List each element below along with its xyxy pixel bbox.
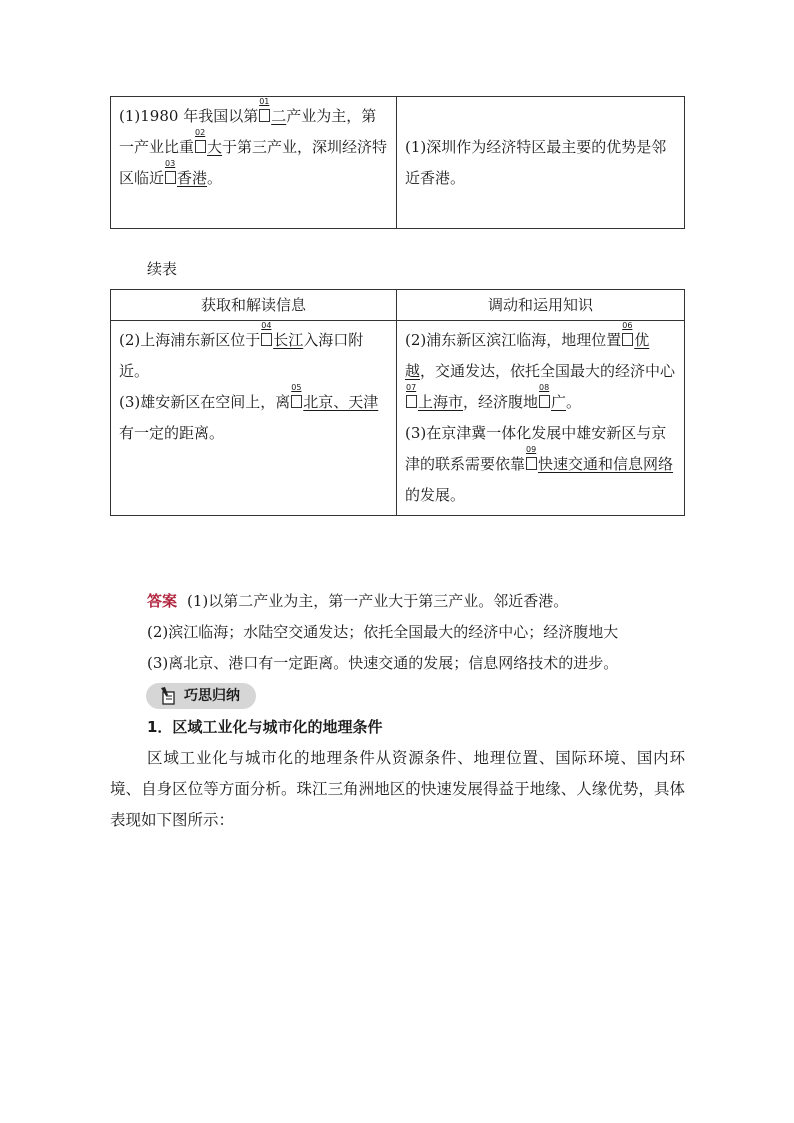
answer-fill: 优越 bbox=[405, 331, 650, 380]
info-item-xiongan: (3)雄安新区在空间上，离 05 北京、天津有一定的距离。 bbox=[119, 383, 379, 442]
answer-fill: 长江 bbox=[273, 331, 304, 349]
answer-fill: 快速交通和信息网络 bbox=[538, 455, 674, 473]
answer-fill: 上海市 bbox=[418, 393, 464, 411]
blank-marker: 05 bbox=[291, 395, 302, 408]
blank-marker: 09 bbox=[526, 457, 537, 470]
info-cell-2 bbox=[111, 321, 397, 516]
blank-marker: 04 bbox=[261, 333, 272, 346]
column-header-knowledge: 调动和运用知识 bbox=[397, 290, 685, 321]
answer-line-1: 答案 (1)以第二产业为主，第一产业大于第三产业。邻近香港。 bbox=[147, 592, 569, 610]
badge-label: 巧思归纳 bbox=[184, 688, 240, 704]
answer-section bbox=[147, 586, 707, 679]
pen-note-icon bbox=[158, 686, 178, 706]
answer-line-3: (3)离北京、港口有一定距离。快速交通的发展；信息网络技术的进步。 bbox=[147, 654, 619, 672]
knowledge-item-pudong: (2)浦东新区滨江临海，地理位置 06 优越，交通发达，依托全国最大的经济中心 07 上海市，经济腹地 08 广。 bbox=[405, 321, 676, 411]
section-paragraph: 区域工业化与城市化的地理条件从资源条件、地理位置、国际环境、国内环境、自身区位等方面分析。珠江三角洲地区的快速发展得益于地缘、人缘优势，具体表现如下图所示： bbox=[110, 749, 685, 829]
analysis-table-part1 bbox=[110, 96, 685, 229]
blank-marker: 06 bbox=[622, 333, 633, 346]
section-heading: 1．区域工业化与城市化的地理条件 bbox=[147, 718, 383, 736]
knowledge-cell-1: (1)深圳作为经济特区最主要的优势是邻近香港。 bbox=[397, 97, 685, 229]
info-cell-1: (1)1980 年我国以第 01 二产业为主，第一产业比重 02 大于第三产业，深圳经济特区临近 03 香港。 bbox=[111, 97, 397, 229]
blank-marker: 02 bbox=[195, 140, 206, 153]
answer-fill: 北京、天津 bbox=[303, 393, 379, 411]
table-header-row bbox=[111, 290, 685, 321]
blank-marker: 01 bbox=[259, 109, 270, 122]
blank-marker: 03 bbox=[165, 171, 176, 184]
blank-marker: 08 bbox=[539, 395, 550, 408]
info-item-pudong: (2)上海浦东新区位于 04 长江入海口附近。 bbox=[119, 321, 364, 380]
table-row bbox=[111, 97, 685, 229]
summary-badge bbox=[146, 683, 256, 709]
knowledge-item-xiongan: (3)在京津冀一体化发展中雄安新区与京津的联系需要依靠 09 快速交通和信息网络的发展。 bbox=[405, 424, 674, 504]
analysis-table-part2 bbox=[110, 289, 685, 516]
answer-fill: 二 bbox=[271, 107, 287, 125]
knowledge-cell-2 bbox=[397, 321, 685, 516]
answer-fill: 广 bbox=[551, 393, 567, 411]
continued-table-label: 续表 bbox=[147, 260, 178, 278]
answer-fill: 大 bbox=[207, 138, 223, 156]
answer-line-2: (2)滨江临海；水陆空交通发达；依托全国最大的经济中心；经济腹地大 bbox=[147, 623, 619, 641]
answer-label: 答案 bbox=[147, 592, 178, 610]
table-row bbox=[111, 321, 685, 516]
column-header-info: 获取和解读信息 bbox=[111, 290, 397, 321]
answer-fill: 香港 bbox=[177, 169, 208, 187]
blank-marker: 07 bbox=[406, 395, 417, 408]
